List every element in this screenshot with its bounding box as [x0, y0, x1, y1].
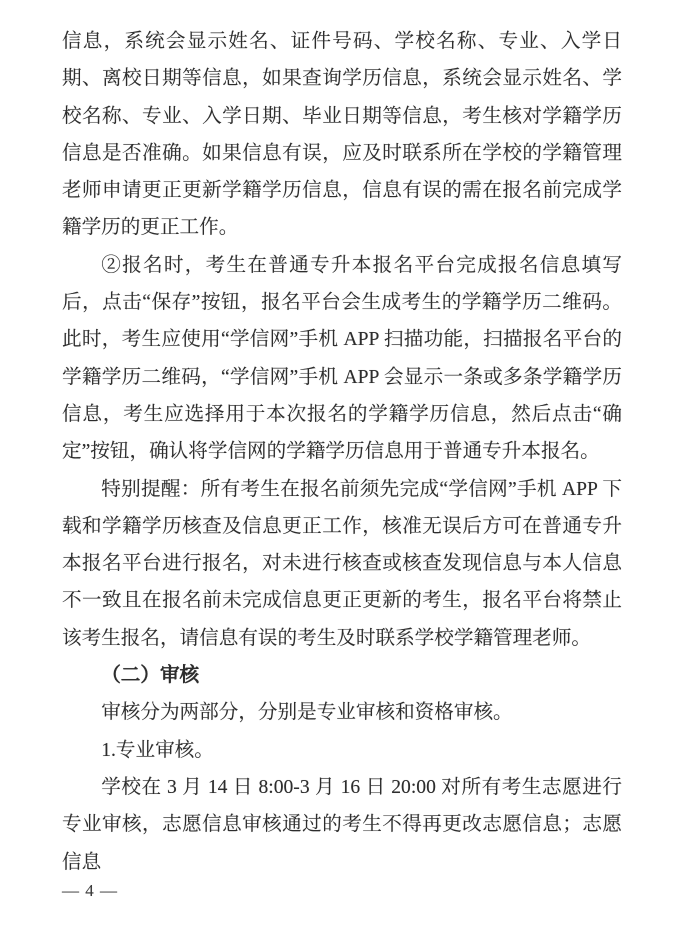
paragraph-special-reminder: 特别提醒：所有考生在报名前须先完成“学信网”手机 APP 下载和学籍学历核查及信息更正工作，核准无误后方可在普通专升本报名平台进行报名，对未进行核查或核查发现信息与本人信息不一致且在报名前未完成信息更正更新的考生，报名平台将禁止该考生报名，请信息有误的考生及时联系学校学籍管理老师。 — [62, 478, 623, 649]
paragraph-continuation: 信息，系统会显示姓名、证件号码、学校名称、专业、入学日期、离校日期等信息，如果查询学历信息，系统会显示姓名、学校名称、专业、入学日期、毕业日期等信息，考生核对学籍学历信息是否准确。如果信息有误，应及时联系所在学校的学籍管理老师申请更正更新学籍学历信息，信息有误的需在报名前完成学籍学历的更正工作。 — [62, 31, 622, 239]
paragraph-major-review-title: 1.专业审核。 — [101, 739, 214, 761]
paragraph-review-intro: 审核分为两部分，分别是专业审核和资格审核。 — [101, 702, 513, 724]
paragraph-registration-step2: ②报名时，考生在普通专升本报名平台完成报名信息填写后，点击“保存”按钮，报名平台会生成考生的学籍学历二维码。此时，考生应使用“学信网”手机 APP 扫描功能，扫描报名平台的学籍学历二维码，“学信网”手机 APP 会显示一条或多条学籍学历信息，考生应选择用于本次报名的学籍学历信息，然后点击“确定”按钮，确认将学信网的学籍学历信息用于普通专升本报名。 — [62, 254, 622, 463]
paragraph-major-review-detail: 学校在 3 月 14 日 8:00-3 月 16 日 20:00 对所有考生志愿进行专业审核，志愿信息审核通过的考生不得再更改志愿信息；志愿信息 — [62, 776, 622, 873]
page-number: — 4 — — [62, 881, 118, 900]
document-text-block — [62, 23, 622, 881]
page-footer — [62, 880, 118, 902]
section-heading-review: （二）审核 — [101, 665, 200, 687]
